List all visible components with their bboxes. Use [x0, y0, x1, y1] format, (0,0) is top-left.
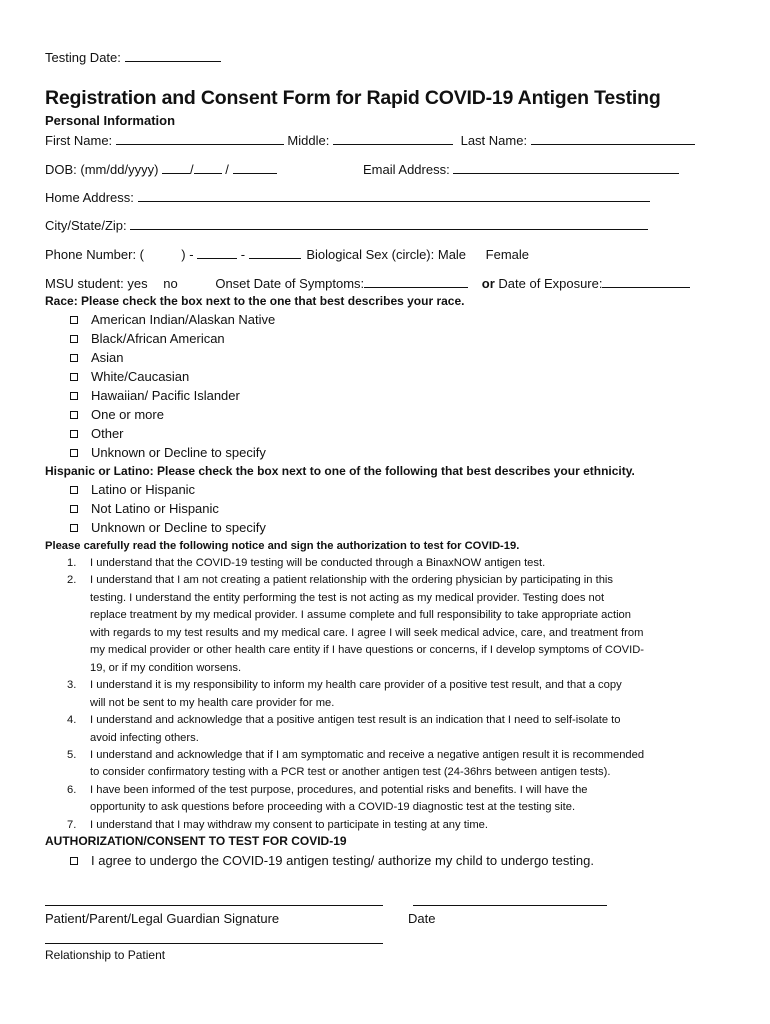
msu-student-label[interactable]: MSU student: yes: [45, 276, 148, 291]
phone-dash: -: [240, 247, 246, 262]
testing-date-field[interactable]: [125, 49, 221, 62]
form-title: Registration and Consent Form for Rapid COVID-19 Antigen Testing: [45, 87, 661, 109]
ethnicity-option-label: Not Latino or Hispanic: [91, 501, 219, 516]
bio-sex-label[interactable]: Biological Sex (circle): Male: [306, 247, 467, 262]
notice-item-line: I understand and acknowledge that a positive antigen test result is an indication that I need to self-isolate to: [90, 714, 621, 727]
city-state-zip-label: City/State/Zip:: [45, 218, 127, 233]
notice-item-line: testing. I understand the entity performing the test is not acting as my medical provider. Testing does not: [90, 591, 605, 604]
race-option-label: Other: [91, 426, 124, 441]
notice-item-number: 5.: [67, 748, 77, 761]
ethnicity-option-label: Latino or Hispanic: [91, 482, 196, 497]
bio-sex-female[interactable]: Female: [485, 247, 530, 262]
email-label: Email Address:: [363, 162, 450, 177]
notice-item: [45, 572, 730, 677]
home-address-field[interactable]: [138, 189, 650, 202]
home-address-row: [45, 189, 650, 206]
race-option-label: White/Caucasian: [91, 369, 190, 384]
msu-student-no[interactable]: no: [163, 276, 178, 291]
notice-item: [45, 782, 730, 817]
phone-separator: ) -: [181, 247, 194, 262]
notice-item-line: opportunity to ask questions before proceeding with a COVID-19 diagnostic test at the testing site.: [90, 801, 576, 814]
notice-item-line: I understand that the COVID-19 testing will be conducted through a BinaxNOW antigen test.: [90, 557, 546, 569]
notice-item-number: 4.: [67, 714, 77, 727]
agree-checkbox[interactable]: [70, 857, 78, 865]
race-checkbox[interactable]: [70, 335, 78, 343]
ethnicity-heading: Hispanic or Latino: Please check the box next to one of the following that best describes your ethnicity.: [45, 464, 635, 478]
race-checkbox[interactable]: [70, 411, 78, 419]
race-option-label: One or more: [91, 407, 164, 422]
middle-name-field[interactable]: [333, 132, 453, 145]
notice-item-line: 19, or if my condition worsens.: [90, 661, 242, 674]
ethnicity-checkbox[interactable]: [70, 505, 78, 513]
race-checkbox[interactable]: [70, 449, 78, 457]
email-field[interactable]: [453, 161, 679, 174]
notice-item: [45, 555, 730, 572]
notice-item-line: with regards to my test results and my medical care. I agree I will seek medical advice, care, and treatment from: [90, 626, 644, 639]
ethnicity-checkbox[interactable]: [70, 486, 78, 494]
race-option-label: Hawaiian/ Pacific Islander: [91, 388, 240, 403]
signature-label: Patient/Parent/Legal Guardian Signature: [45, 911, 280, 926]
notice-item-line: I have been informed of the test purpose, procedures, and potential risks and benefits. I will have the: [90, 783, 588, 796]
notice-item-number: 1.: [67, 557, 77, 569]
notice-item-line: avoid infecting others.: [90, 731, 199, 744]
relationship-line[interactable]: [45, 943, 383, 944]
last-name-field[interactable]: [531, 132, 695, 145]
dob-label: DOB: (mm/dd/yyyy): [45, 162, 159, 177]
notice-list: [45, 555, 730, 834]
date-line[interactable]: [413, 905, 607, 906]
notice-item-line: to consider confirmatory testing with a PCR test or another antigen test (24-36hrs between antigen tests).: [90, 766, 611, 779]
phone-line-field[interactable]: [249, 246, 301, 259]
or-label: or: [481, 276, 495, 291]
notice-item: [45, 817, 730, 834]
notice-item-line: I understand and acknowledge that if I am symptomatic and receive a negative antigen result it is recommended: [90, 748, 645, 761]
race-checkbox[interactable]: [70, 392, 78, 400]
first-name-label: First Name:: [45, 133, 113, 148]
notice-item-line: I understand it is my responsibility to inform my health care provider of a positive test result, and that a copy: [90, 679, 622, 692]
middle-name-label: Middle:: [287, 133, 330, 148]
authorization-heading: AUTHORIZATION/CONSENT TO TEST FOR COVID-19: [45, 834, 347, 848]
msu-row: [45, 275, 690, 292]
race-checkbox[interactable]: [70, 373, 78, 381]
notice-item-number: 7.: [67, 818, 77, 831]
race-heading: Race: Please check the box next to the one that best describes your race.: [45, 294, 465, 308]
date-label: Date: [408, 911, 436, 926]
exposure-date-label: Date of Exposure:: [498, 276, 603, 291]
name-row: [45, 132, 695, 149]
home-address-label: Home Address:: [45, 190, 134, 205]
notice-item-line: will not be sent to my health care provider for me.: [90, 696, 335, 709]
exposure-date-field[interactable]: [602, 275, 690, 288]
race-option-label: American Indian/Alaskan Native: [91, 312, 276, 327]
race-option-label: Asian: [91, 350, 124, 365]
race-checkbox[interactable]: [70, 354, 78, 362]
notice-item-number: 2.: [67, 574, 77, 587]
phone-row: [45, 246, 529, 263]
notice-item: [45, 747, 730, 782]
dob-month-field[interactable]: [162, 161, 190, 174]
first-name-field[interactable]: [116, 132, 284, 145]
phone-label: Phone Number: (: [45, 247, 144, 262]
last-name-label: Last Name:: [460, 133, 528, 148]
dob-row: DOB: (mm/dd/yyyy) / /: [45, 161, 277, 178]
relationship-label: Relationship to Patient: [45, 948, 166, 962]
notice-item: [45, 712, 730, 747]
phone-prefix-field[interactable]: [197, 246, 237, 259]
dob-day-field[interactable]: [194, 161, 222, 174]
notice-item-number: 6.: [67, 783, 77, 796]
race-option-label: Black/African American: [91, 331, 225, 346]
notice-item-line: I understand that I may withdraw my consent to participate in testing at any time.: [90, 818, 488, 831]
onset-date-field[interactable]: [364, 275, 468, 288]
city-state-zip-row: [45, 217, 648, 234]
ethnicity-option-label: Unknown or Decline to specify: [91, 520, 266, 535]
notice-item-line: my medical provider or other health care entity if I have questions or concerns, if I develop symptoms of COVID-: [90, 644, 645, 657]
city-state-zip-field[interactable]: [130, 217, 648, 230]
ethnicity-checkbox[interactable]: [70, 524, 78, 532]
race-checkbox[interactable]: [70, 430, 78, 438]
agree-label: I agree to undergo the COVID-19 antigen testing/ authorize my child to undergo testing.: [91, 853, 594, 868]
notice-item-number: 3.: [67, 679, 77, 692]
signature-line[interactable]: [45, 905, 383, 906]
race-checkbox[interactable]: [70, 316, 78, 324]
notice-item: [45, 677, 730, 712]
onset-date-label: Onset Date of Symptoms:: [215, 276, 365, 291]
testing-date-row: [45, 49, 221, 66]
notice-item-line: I understand that I am not creating a patient relationship with the ordering physician by participating in this: [90, 574, 614, 587]
email-row: [363, 161, 679, 178]
dob-year-field[interactable]: [233, 161, 277, 174]
notice-item-line: replace treatment by my medical provider. I assume complete and full responsibility to take appropriate action: [90, 609, 631, 622]
testing-date-label: Testing Date:: [45, 50, 121, 65]
race-option-label: Unknown or Decline to specify: [91, 445, 266, 460]
personal-info-heading: Personal Information: [45, 113, 176, 128]
notice-heading: Please carefully read the following notice and sign the authorization to test for COVID-19.: [45, 540, 520, 552]
